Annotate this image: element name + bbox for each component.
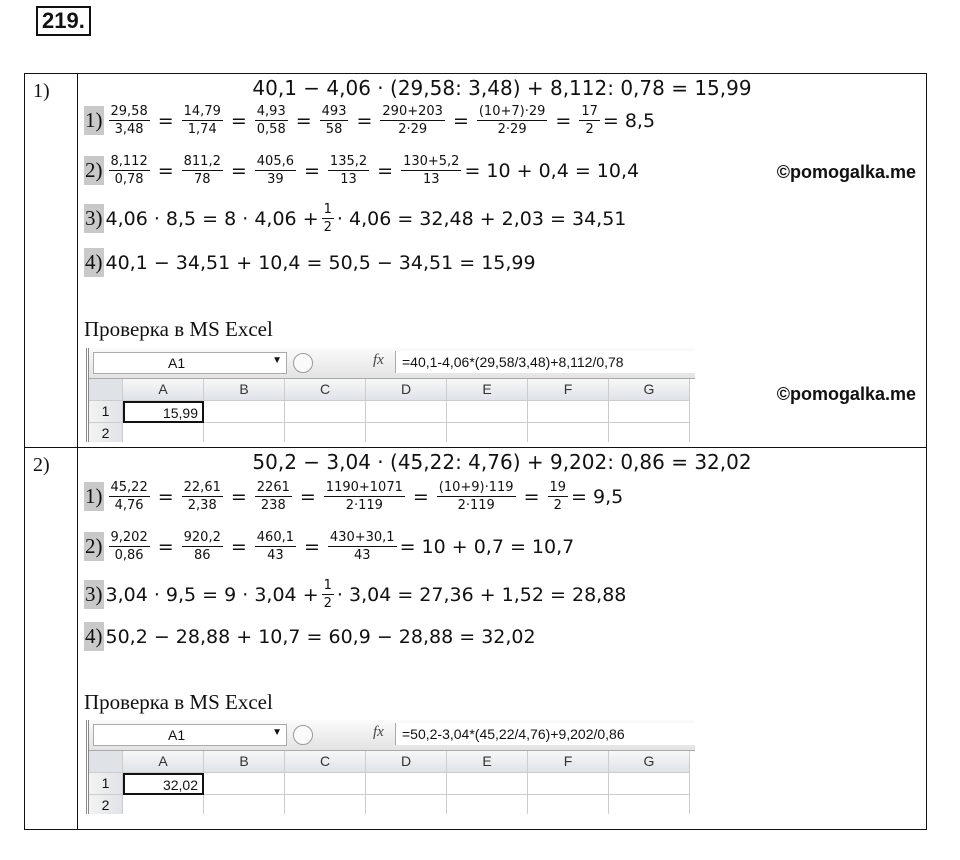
empty-cell (204, 773, 285, 795)
column-header: B (204, 751, 285, 773)
equals-sign: = (299, 485, 316, 508)
fraction (548, 480, 569, 513)
step-expression: 4,06 · 8,5 = 8 · 4,06 + (105, 207, 319, 230)
fraction (109, 154, 150, 187)
empty-cell (204, 423, 285, 442)
equals-sign: = (230, 109, 247, 132)
denominator: 2·119 (345, 498, 383, 513)
denominator: 3,48 (114, 122, 144, 137)
denominator: 2·119 (457, 498, 495, 513)
dropdown-arrow-icon: ▼ (272, 355, 282, 366)
fraction (182, 480, 223, 513)
step-expression: · 3,04 = 27,36 + 1,52 = 28,88 (336, 583, 627, 606)
empty-cell (447, 423, 528, 442)
problem-equation: 40,1 − 4,06 · (29,58: 3,48) + 8,112: 0,78 = 15,99 (252, 76, 752, 100)
column-header: C (285, 751, 366, 773)
fraction (328, 154, 369, 187)
problem-body (78, 74, 927, 448)
denominator: 0,78 (114, 172, 144, 187)
step-number: 1) (84, 482, 104, 511)
equals-sign: = (157, 109, 174, 132)
step-number: 2) (84, 156, 104, 185)
step-4 (84, 622, 536, 651)
watermark: ©pomogalka.me (776, 384, 916, 404)
problem-row (25, 74, 927, 448)
fraction (380, 104, 445, 137)
equals-sign: = (230, 159, 247, 182)
sheet-row (89, 401, 695, 423)
numerator: 8,112 (110, 154, 148, 169)
cancel-circle-icon (293, 353, 313, 373)
name-box (93, 352, 287, 374)
fraction (579, 104, 600, 137)
step-number: 3) (84, 204, 104, 233)
equals-sign: = (230, 535, 247, 558)
equals-sign: = (523, 485, 540, 508)
column-header: D (366, 751, 447, 773)
empty-cell (123, 795, 204, 814)
step-expression: 3,04 · 9,5 = 9 · 3,04 + (105, 583, 319, 606)
excel-screenshot (86, 720, 695, 814)
denominator: 2 (323, 220, 332, 235)
sheet-row (89, 423, 695, 442)
fraction (255, 530, 296, 563)
step-expression: · 4,06 = 32,48 + 2,03 = 34,51 (336, 207, 627, 230)
numerator: 920,2 (183, 530, 221, 545)
numerator: 493 (321, 104, 347, 119)
fraction (320, 104, 349, 137)
step-result: = 8,5 (602, 109, 656, 132)
denominator: 2·29 (398, 122, 428, 137)
column-header: F (528, 751, 609, 773)
empty-cell (204, 401, 285, 423)
numerator: 29,58 (110, 104, 148, 119)
numerator: (10+9)·119 (438, 480, 514, 495)
step-3 (84, 202, 626, 235)
empty-cell (285, 795, 366, 814)
fraction (322, 202, 334, 235)
numerator: 4,93 (256, 104, 286, 119)
denominator: 238 (260, 498, 286, 513)
column-header: C (285, 379, 366, 401)
step-expression: 40,1 − 34,51 + 10,4 = 50,5 − 34,51 = 15,99 (105, 251, 536, 274)
formula-text: =40,1-4,06*(29,58/3,48)+8,112/0,78 (395, 351, 695, 373)
denominator: 2 (323, 596, 332, 611)
fraction (322, 578, 334, 611)
equals-sign: = (295, 109, 312, 132)
column-header: A (123, 751, 204, 773)
column-header: B (204, 379, 285, 401)
formula-bar (89, 720, 695, 751)
excel-check-label: Проверка в MS Excel (84, 690, 273, 714)
equals-sign: = (304, 535, 320, 558)
row-header: 1 (89, 773, 123, 795)
column-header: G (609, 379, 690, 401)
denominator: 43 (267, 548, 284, 563)
fraction (437, 480, 516, 513)
step-result: = 10 + 0,7 = 10,7 (399, 535, 575, 558)
step-1 (84, 104, 655, 137)
step-4 (84, 248, 536, 277)
numerator: 1190+1071 (325, 480, 403, 495)
empty-cell (285, 423, 366, 442)
step-result: = 9,5 (571, 485, 624, 508)
name-box-value: A1 (168, 355, 186, 371)
select-all-corner (89, 379, 123, 401)
fraction (328, 530, 397, 563)
fraction (401, 154, 461, 187)
denominator: 58 (325, 122, 343, 137)
empty-cell (447, 401, 528, 423)
fraction (109, 480, 150, 513)
step-number: 4) (84, 622, 104, 651)
function-icon: fx (373, 352, 384, 368)
denominator: 0,86 (114, 548, 144, 563)
cancel-circle-icon (293, 725, 313, 745)
numerator: 290+203 (382, 104, 443, 119)
step-number: 1) (84, 106, 104, 135)
step-2 (84, 530, 574, 563)
step-1 (84, 480, 623, 513)
numerator: 1 (323, 202, 332, 217)
empty-cell (609, 773, 690, 795)
numerator: 14,79 (183, 104, 221, 119)
empty-cell (528, 795, 609, 814)
numerator: 135,2 (329, 154, 368, 169)
numerator: 430+30,1 (329, 530, 395, 545)
column-header: E (447, 379, 528, 401)
function-icon: fx (373, 724, 384, 740)
sheet-row (89, 773, 695, 795)
equals-sign: = (555, 109, 572, 132)
row-header: 2 (89, 795, 123, 814)
empty-cell (366, 423, 447, 442)
excel-check-label: Проверка в MS Excel (84, 317, 273, 341)
step-result: = 10 + 0,4 = 10,4 (464, 159, 640, 182)
empty-cell (609, 795, 690, 814)
equals-sign: = (230, 485, 247, 508)
formula-bar (89, 348, 695, 379)
cell-a1: 15,99 (123, 401, 204, 423)
fraction (477, 104, 548, 137)
problem-body (78, 448, 927, 830)
name-box (93, 724, 287, 746)
fraction (182, 530, 223, 563)
problem-row (25, 448, 927, 830)
excel-screenshot (86, 348, 695, 442)
equals-sign: = (157, 159, 174, 182)
fraction (109, 104, 150, 137)
denominator: 2 (553, 498, 562, 513)
numerator: 2261 (256, 480, 290, 495)
numerator: 405,6 (256, 154, 294, 169)
denominator: 4,76 (114, 498, 144, 513)
equals-sign: = (452, 109, 469, 132)
numerator: 9,202 (110, 530, 148, 545)
empty-cell (204, 795, 285, 814)
problem-number: 2) (25, 448, 78, 830)
numerator: 130+5,2 (403, 154, 460, 169)
dropdown-arrow-icon: ▼ (272, 727, 282, 738)
step-number: 3) (84, 580, 104, 609)
step-number: 4) (84, 248, 104, 277)
sheet-row (89, 795, 695, 814)
row-header: 2 (89, 423, 123, 442)
empty-cell (447, 795, 528, 814)
problem-equation: 50,2 − 3,04 · (45,22: 4,76) + 9,202: 0,86 = 32,02 (252, 450, 752, 474)
select-all-corner (89, 751, 123, 773)
denominator: 0,58 (256, 122, 286, 137)
empty-cell (366, 773, 447, 795)
empty-cell (285, 401, 366, 423)
watermark: ©pomogalka.me (776, 162, 916, 182)
fraction (255, 154, 296, 187)
denominator: 13 (422, 172, 440, 187)
empty-cell (366, 795, 447, 814)
equals-sign: = (377, 159, 394, 182)
denominator: 2 (585, 122, 594, 137)
empty-cell (609, 401, 690, 423)
numerator: 460,1 (256, 530, 294, 545)
denominator: 43 (353, 548, 371, 563)
fraction (182, 154, 223, 187)
empty-cell (528, 773, 609, 795)
fraction (109, 530, 150, 563)
empty-cell (123, 423, 204, 442)
numerator: 1 (323, 578, 332, 593)
empty-cell (447, 773, 528, 795)
column-header: E (447, 751, 528, 773)
denominator: 13 (340, 172, 357, 187)
empty-cell (285, 773, 366, 795)
column-header: A (123, 379, 204, 401)
numerator: 19 (549, 480, 567, 495)
denominator: 86 (193, 548, 211, 563)
spreadsheet-grid (89, 379, 695, 442)
fraction (324, 480, 405, 513)
cell-a1: 32,02 (123, 773, 204, 795)
name-box-value: A1 (168, 727, 186, 743)
equals-sign: = (304, 159, 320, 182)
solution-table (24, 73, 927, 830)
spreadsheet-grid (89, 751, 695, 814)
denominator: 1,74 (187, 122, 217, 137)
step-3 (84, 578, 626, 611)
equals-sign: = (157, 535, 174, 558)
fraction (255, 104, 288, 137)
problem-number: 1) (25, 74, 78, 448)
column-header: G (609, 751, 690, 773)
denominator: 78 (193, 172, 211, 187)
equals-sign: = (356, 109, 373, 132)
row-header: 1 (89, 401, 123, 423)
denominator: 39 (267, 172, 284, 187)
step-2 (84, 154, 639, 187)
column-header: D (366, 379, 447, 401)
equals-sign: = (157, 485, 174, 508)
fraction (255, 480, 292, 513)
numerator: 45,22 (110, 480, 148, 495)
empty-cell (366, 401, 447, 423)
formula-text: =50,2-3,04*(45,22/4,76)+9,202/0,86 (395, 723, 695, 745)
task-number: 219. (36, 6, 91, 36)
equals-sign: = (412, 485, 429, 508)
column-header-row (89, 751, 695, 773)
column-header-row (89, 379, 695, 401)
column-header: F (528, 379, 609, 401)
empty-cell (528, 423, 609, 442)
step-number: 2) (84, 532, 104, 561)
numerator: (10+7)·29 (478, 104, 546, 119)
denominator: 2·29 (497, 122, 527, 137)
step-expression: 50,2 − 28,88 + 10,7 = 60,9 − 28,88 = 32,02 (105, 625, 536, 648)
numerator: 22,61 (183, 480, 221, 495)
fraction (182, 104, 223, 137)
denominator: 2,38 (187, 498, 217, 513)
numerator: 811,2 (183, 154, 221, 169)
numerator: 17 (581, 104, 598, 119)
empty-cell (528, 401, 609, 423)
empty-cell (609, 423, 690, 442)
